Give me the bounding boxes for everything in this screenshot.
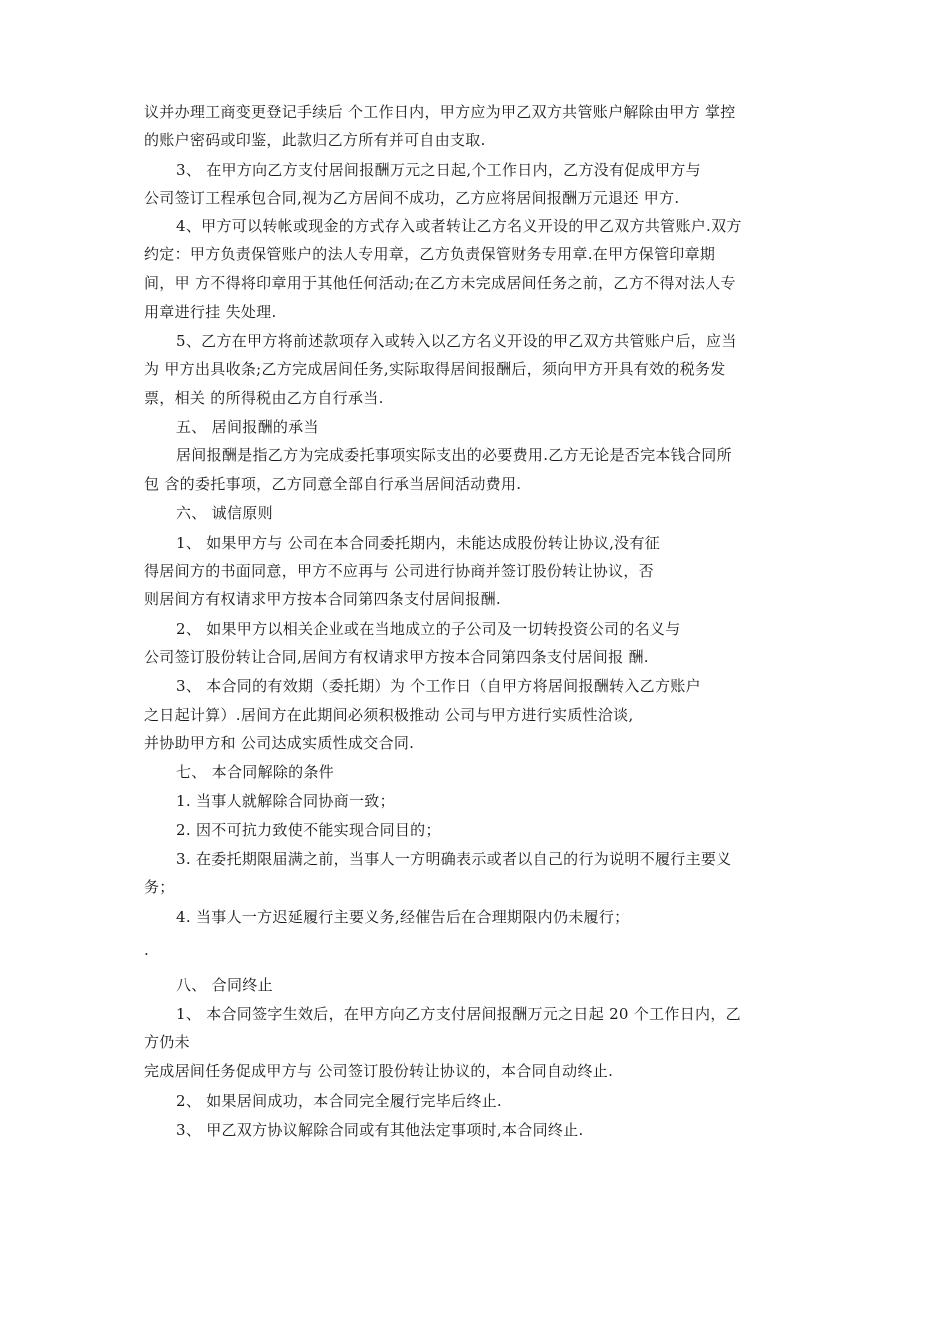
text-line: 票，相关 的所得税由乙方自行承当. — [144, 389, 384, 407]
text-line: 2. 因不可抗力致使不能实现合同目的； — [176, 821, 441, 839]
text-line: 方仍未 — [144, 1033, 190, 1051]
text-line: 1. 当事人就解除合同协商一致； — [176, 792, 395, 810]
section-heading: 七、 本合同解除的条件 — [176, 763, 335, 781]
text-line: 3. 在委托期限届满之前，当事人一方明确表示或者以自己的行为说明不履行主要义 — [176, 850, 732, 868]
text-line: 之日起计算）.居间方在此期间必须积极推动 公司与甲方进行实质性洽谈, — [144, 706, 634, 724]
text-line: 公司签订工程承包合同,视为乙方居间不成功，乙方应将居间报酬万元退还 甲方. — [144, 189, 680, 207]
text-line: 并协助甲方和 公司达成实质性成交合同. — [144, 734, 415, 752]
text-line: 用章进行挂 失处理. — [144, 303, 277, 321]
text-line: 居间报酬是指乙方为完成委托事项实际支出的必要费用.乙方无论是否完本钱合同所 — [176, 446, 732, 464]
text-line: 4. 当事人一方迟延履行主要义务,经催告后在合理期限内仍未履行； — [176, 908, 630, 926]
text-line: 议并办理工商变更登记手续后 个工作日内，甲方应为甲乙双方共管账户解除由甲方 掌控 — [144, 103, 736, 121]
text-line: 1、 如果甲方与 公司在本合同委托期内，未能达成股份转让协议,没有征 — [176, 534, 661, 552]
text-line: 约定：甲方负责保管账户的法人专用章，乙方负责保管财务专用章.在甲方保管印章期 — [144, 245, 716, 263]
text-line: 得居间方的书面同意，甲方不应再与 公司进行协商并签订股份转让协议，否 — [144, 562, 654, 580]
text-line: 务； — [144, 878, 175, 896]
text-line: 3、 本合同的有效期（委托期）为 个工作日（自甲方将居间报酬转入乙方账户 — [176, 677, 701, 695]
section-heading: 六、 诚信原则 — [176, 504, 273, 522]
text-line: 则居间方有权请求甲方按本合同第四条支付居间报酬. — [144, 590, 501, 608]
text-line: 的账户密码或印鉴，此款归乙方所有并可自由支取. — [144, 131, 486, 149]
text-line: 完成居间任务促成甲方与 公司签订股份转让协议的，本合同自动终止. — [144, 1062, 614, 1080]
text-line: 1、 本合同签字生效后，在甲方向乙方支付居间报酬万元之日起 20 个工作日内，乙 — [176, 1005, 741, 1023]
text-line: 5、乙方在甲方将前述款项存入或转入以乙方名义开设的甲乙双方共管账户后，应当 — [176, 332, 737, 350]
text-line: 2、 如果甲方以相关企业或在当地成立的子公司及一切转投资公司的名义与 — [176, 620, 681, 638]
section-heading: 五、 居间报酬的承当 — [176, 418, 319, 436]
text-line: 3、 在甲方向乙方支付居间报酬万元之日起,个工作日内，乙方没有促成甲方与 — [176, 161, 701, 179]
text-line: 包 含的委托事项，乙方同意全部自行承当居间活动费用. — [144, 475, 522, 493]
text-line: 4、甲方可以转帐或现金的方式存入或者转让乙方名义开设的甲乙双方共管账户.双方 — [176, 217, 742, 235]
section-heading: 八、 合同终止 — [176, 976, 273, 994]
text-line: 间，甲 方不得将印章用于其他任何活动;在乙方未完成居间任务之前，乙方不得对法人专 — [144, 274, 736, 292]
text-line: 3、 甲乙双方协议解除合同或有其他法定事项时,本合同终止. — [176, 1121, 584, 1139]
text-line: 2、 如果居间成功，本合同完全履行完毕后终止. — [176, 1092, 502, 1110]
text-line: . — [144, 941, 150, 959]
text-line: 公司签订股份转让合同,居间方有权请求甲方按本合同第四条支付居间报 酬. — [144, 648, 649, 666]
text-line: 为 甲方出具收条;乙方完成居间任务,实际取得居间报酬后，须向甲方开具有效的税务发 — [144, 360, 726, 378]
